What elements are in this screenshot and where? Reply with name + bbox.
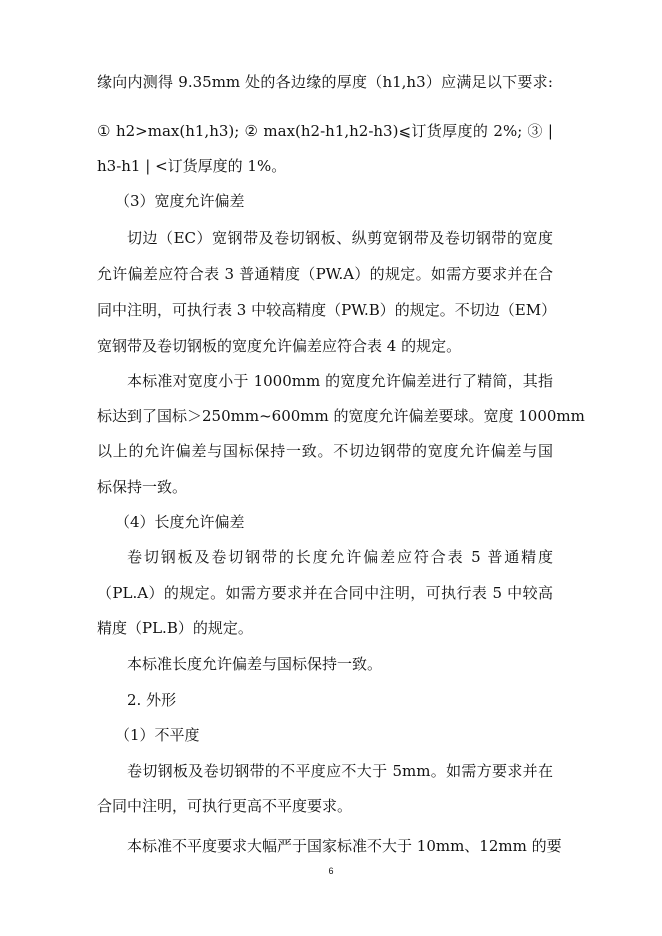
section-heading: （3）宽度允许偏差 [115,192,245,210]
text-line: 本标准长度允许偏差与国标保持一致。 [127,655,383,673]
text-line: 精度（PL.B）的规定。 [97,619,253,637]
text-line: ① h2>max(h1,h3); ② max(h2-h1,h2-h3)⩽订货厚度的 2%; ③ | [97,122,553,140]
text-line: 缘向内测得 9.35mm 处的各边缘的厚度（h1,h3）应满足以下要求: [97,73,553,91]
text-line: 卷切钢板及卷切钢带的不平度应不大于 5mm。如需方要求并在 [127,762,553,780]
text-line: 本标准不平度要求大幅严于国家标准不大于 10mm、12mm 的要 [127,837,562,855]
page-number: 6 [328,866,334,876]
text-line: （PL.A）的规定。如需方要求并在合同中注明，可执行表 5 中较高 [97,584,553,602]
text-line: 切边（EC）宽钢带及卷切钢板、纵剪宽钢带及卷切钢带的宽度 [127,229,553,247]
text-line: 本标准对宽度小于 1000mm 的宽度允许偏差进行了精简，其指 [127,372,553,390]
text-line: 允许偏差应符合表 3 普通精度（PW.A）的规定。如需方要求并在合 [97,265,553,283]
text-line: 以上的允许偏差与国标保持一致。不切边钢带的宽度允许偏差与国 [97,442,553,460]
text-line: 标达到了国标＞250mm~600mm 的宽度允许偏差要球。宽度 1000mm [97,407,585,425]
section-heading: （1）不平度 [115,726,200,744]
text-line: 标保持一致。 [97,478,188,496]
text-line: 卷切钢板及卷切钢带的长度允许偏差应符合表 5 普通精度 [127,548,553,566]
text-line: 宽钢带及卷切钢板的宽度允许偏差应符合表 4 的规定。 [97,337,462,355]
section-heading: 2. 外形 [127,691,177,709]
text-line: 合同中注明，可执行更高不平度要求。 [97,797,353,815]
text-line: h3-h1 | <订货厚度的 1%。 [97,157,287,175]
section-heading: （4）长度允许偏差 [115,513,245,531]
text-line: 同中注明，可执行表 3 中较高精度（PW.B）的规定。不切边（EM） [97,301,557,319]
